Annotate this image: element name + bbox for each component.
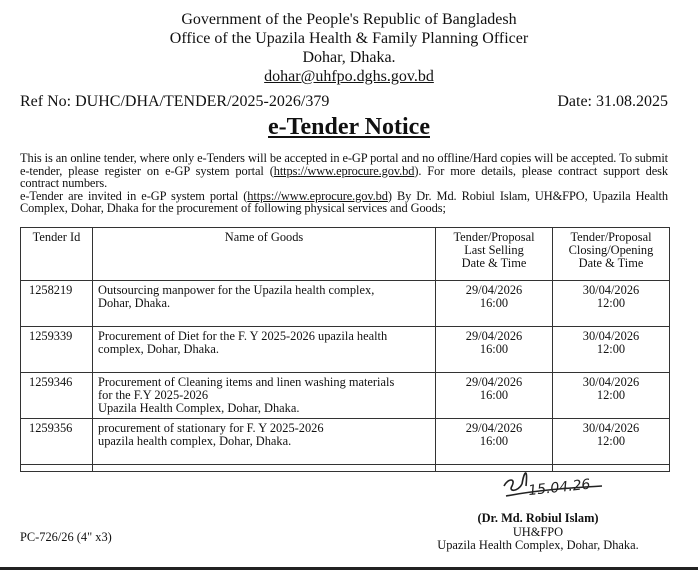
last-selling-datetime: 29/04/2026 16:00 [436,281,553,327]
last-selling-datetime: 29/04/2026 16:00 [436,327,553,373]
tender-id: 1259356 [21,419,93,465]
reference-number: Ref No: DUHC/DHA/TENDER/2025-2026/379 [20,93,330,110]
office-line: Office of the Upazila Health & Family Planning Officer [169,30,529,47]
header-tender-id: Tender Id [21,228,93,281]
eprocure-link[interactable]: https://www.eprocure.gov.bd [273,163,415,178]
letterhead [0,10,698,86]
eprocure-link[interactable]: https://www.eprocure.gov.bd [247,188,388,203]
table-header-row [21,228,670,281]
bottom-divider [0,567,698,570]
notice-date: Date: 31.08.2025 [557,93,668,110]
goods-name: Procurement of Diet for the F. Y 2025-2026 upazila health complex, Dohar, Dhaka. [93,327,436,373]
government-line: Government of the People's Republic of Bangladesh [181,11,517,28]
intro-paragraph-2: e-Tender are invited in e-GP system portal (https://www.eprocure.gov.bd) By Dr. Md. Robiul Islam, UH&FPO, Upazila Health Complex, Dohar, Dhaka for the procurement of following physical services and Goods; [20,188,668,215]
goods-name: Procurement of Cleaning items and linen washing materials for the F.Y 2025-2026 Upazila Health Complex, Dohar, Dhaka. [93,373,436,419]
last-selling-datetime: 29/04/2026 16:00 [436,373,553,419]
signature-date: 15.04.26 [527,476,592,500]
closing-datetime: 30/04/2026 12:00 [553,281,670,327]
notice-title: e-Tender Notice [268,114,430,140]
goods-name: procurement of stationary for F. Y 2025-2026 upazila health complex, Dohar, Dhaka. [93,419,436,465]
table-row [21,281,670,327]
closing-datetime: 30/04/2026 12:00 [553,419,670,465]
signatory-name: (Dr. Md. Robiul Islam) [477,511,599,525]
signatory-designation: UH&FPO [512,524,564,539]
notice-intro [20,152,668,215]
closing-datetime: 30/04/2026 12:00 [553,327,670,373]
header-last-selling: Tender/Proposal Last Selling Date & Time [436,228,553,281]
office-email[interactable]: dohar@uhfpo.dghs.gov.bd [264,68,434,85]
tender-id: 1258219 [21,281,93,327]
signatory-office: Upazila Health Complex, Dohar, Dhaka. [437,538,639,552]
intro-paragraph-1: This is an online tender, where only e-Tenders will be accepted in e-GP portal and no offline/Hard copies will be accepted. To submit e-tender, please register on e-GP system portal (https://www.eprocure.gov.bd). For more details, please contract support desk contract numbers. [20,151,668,190]
goods-name: Outsourcing manpower for the Upazila health complex, Dohar, Dhaka. [93,281,436,327]
pc-code: PC-726/26 (4" x3) [20,530,112,544]
tender-table [20,227,670,472]
header-name-of-goods: Name of Goods [93,228,436,281]
closing-datetime: 30/04/2026 12:00 [553,373,670,419]
tender-id: 1259339 [21,327,93,373]
tender-id: 1259346 [21,373,93,419]
handwritten-signature [498,456,608,506]
signatory-block [418,512,658,553]
header-closing-opening: Tender/Proposal Closing/Opening Date & Time [553,228,670,281]
location-line: Dohar, Dhaka. [302,49,396,66]
table-row [21,373,670,419]
table-row [21,327,670,373]
last-selling-datetime: 29/04/2026 16:00 [436,419,553,465]
